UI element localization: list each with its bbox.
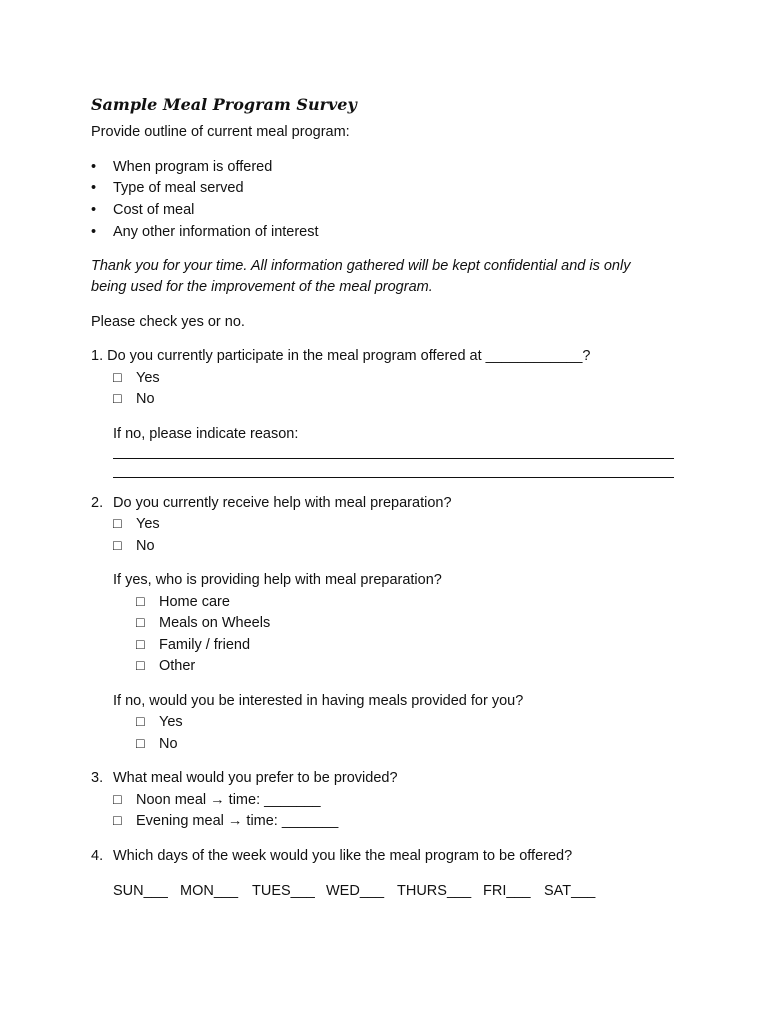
checkbox-icon[interactable]: □ — [136, 736, 145, 752]
answer-line[interactable] — [113, 477, 674, 478]
q1-followup: If no, please indicate reason: — [113, 426, 299, 442]
bullet-item — [91, 201, 194, 219]
q1-option-no[interactable] — [113, 390, 155, 408]
day-thursday[interactable]: THURS___ — [397, 883, 472, 899]
help-option-meals-on-wheels[interactable] — [136, 614, 270, 632]
option-label: Family / friend — [159, 637, 251, 653]
day-saturday[interactable]: SAT___ — [544, 883, 596, 899]
option-label: Noon meal → time: _______ — [136, 792, 321, 808]
option-label: No — [136, 538, 155, 554]
question-3-number: 3. — [91, 770, 104, 786]
q2-option-no[interactable] — [113, 537, 155, 555]
question-4: Which days of the week would you like the meal program to be offered? — [113, 848, 573, 864]
q1-option-yes[interactable] — [113, 369, 160, 387]
bullet-glyph: • — [91, 202, 97, 218]
option-label: Yes — [136, 516, 160, 532]
q2-followup-yes: If yes, who is providing help with meal preparation? — [113, 572, 442, 588]
bullet-item — [91, 223, 319, 241]
option-label: Yes — [159, 714, 183, 730]
option-label: Meals on Wheels — [159, 615, 271, 631]
q3-option-noon[interactable] — [113, 791, 321, 809]
instruction-text: Please check yes or no. — [91, 314, 245, 330]
day-sunday[interactable]: SUN___ — [113, 883, 168, 899]
day-monday[interactable]: MON___ — [180, 883, 239, 899]
interest-option-no[interactable] — [136, 735, 178, 753]
option-label: Evening meal → time: _______ — [136, 813, 339, 829]
day-friday[interactable]: FRI___ — [483, 883, 531, 899]
option-label: Other — [159, 658, 196, 674]
answer-line[interactable] — [113, 458, 674, 459]
option-label: Home care — [159, 594, 230, 610]
bullet-label: Type of meal served — [113, 180, 244, 196]
checkbox-icon[interactable]: □ — [113, 391, 122, 407]
checkbox-icon[interactable]: □ — [136, 637, 145, 653]
bullet-item — [91, 179, 244, 197]
checkbox-icon[interactable]: □ — [113, 538, 122, 554]
bullet-glyph: • — [91, 224, 97, 240]
page-title: Sample Meal Program Survey — [91, 95, 357, 114]
option-label: Yes — [136, 370, 160, 386]
thanks-line-1: Thank you for your time. All information gathered will be kept confidential and is only — [91, 258, 631, 274]
bullet-label: Cost of meal — [113, 202, 195, 218]
question-2-number: 2. — [91, 495, 104, 511]
checkbox-icon[interactable]: □ — [113, 370, 122, 386]
bullet-label: Any other information of interest — [113, 224, 319, 240]
thanks-line-2: being used for the improvement of the meal program. — [91, 279, 433, 295]
day-wednesday[interactable]: WED___ — [326, 883, 385, 899]
question-2: Do you currently receive help with meal preparation? — [113, 495, 452, 511]
checkbox-icon[interactable]: □ — [113, 516, 122, 532]
option-label: No — [136, 391, 155, 407]
q3-option-evening[interactable] — [113, 812, 338, 830]
interest-option-yes[interactable] — [136, 713, 183, 731]
option-label: No — [159, 736, 178, 752]
question-1: 1. Do you currently participate in the meal program offered at ____________? — [91, 348, 591, 364]
intro-text: Provide outline of current meal program: — [91, 124, 350, 140]
checkbox-icon[interactable]: □ — [136, 714, 145, 730]
bullet-item — [91, 158, 272, 176]
q2-option-yes[interactable] — [113, 515, 160, 533]
bullet-glyph: • — [91, 180, 97, 196]
question-3: What meal would you prefer to be provided? — [113, 770, 398, 786]
help-option-other[interactable] — [136, 657, 195, 675]
checkbox-icon[interactable]: □ — [136, 658, 145, 674]
question-4-number: 4. — [91, 848, 104, 864]
checkbox-icon[interactable]: □ — [113, 813, 122, 829]
day-tuesday[interactable]: TUES___ — [252, 883, 315, 899]
help-option-home-care[interactable] — [136, 593, 230, 611]
help-option-family-friend[interactable] — [136, 636, 250, 654]
checkbox-icon[interactable]: □ — [113, 792, 122, 808]
checkbox-icon[interactable]: □ — [136, 594, 145, 610]
bullet-label: When program is offered — [113, 159, 273, 175]
bullet-glyph: • — [91, 159, 97, 175]
q2-followup-no: If no, would you be interested in having meals provided for you? — [113, 693, 524, 709]
checkbox-icon[interactable]: □ — [136, 615, 145, 631]
